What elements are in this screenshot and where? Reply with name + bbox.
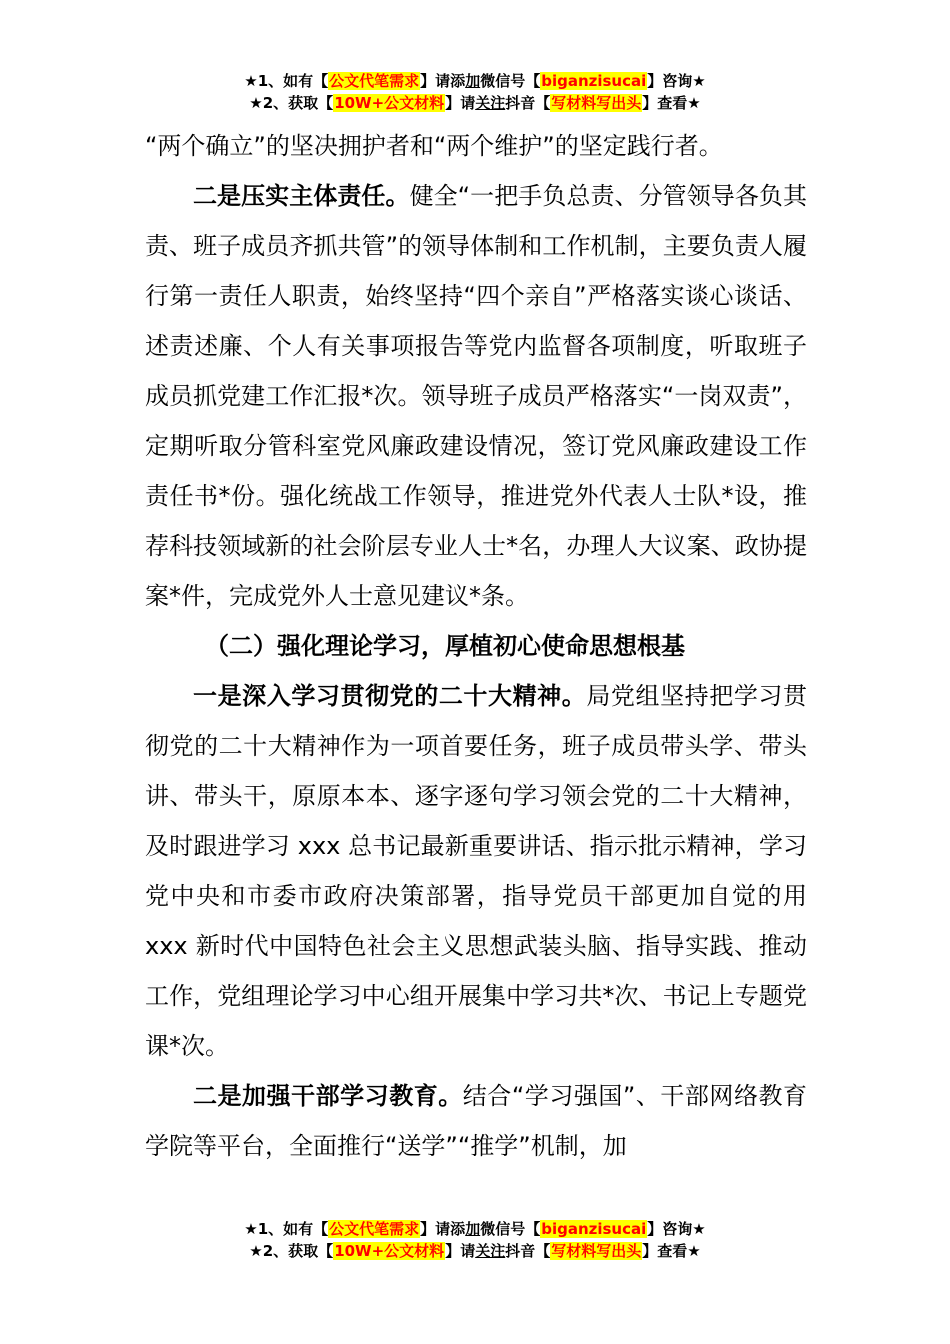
banner-line-2 [0, 1240, 950, 1262]
paragraph-text: 结合“学习强国”、干部网络教育学院等平台，全面推行“送学”“推学”机制，加 [145, 1082, 807, 1160]
banner-underlined: 关注 [475, 94, 506, 112]
paragraph-study-spirit [145, 671, 807, 1071]
banner-highlight: 公文代笔需求 [329, 72, 420, 90]
banner-text: 抖音【 [505, 1242, 551, 1260]
banner-line-1 [0, 70, 950, 92]
paragraph-lead: 二是加强干部学习教育。 [193, 1082, 463, 1110]
banner-highlight: 10W+公文材料 [334, 94, 445, 112]
paragraph-text: 健全“一把手负总责、分管领导各负其责、班子成员齐抓共管”的领导体制和工作机制，主要负责人履行第一责任人职责，始终坚持“四个亲自”严格落实谈心谈话、述责述廉、个人有关事项报告等党内监督各项制度，听取班子成员抓党建工作汇报*次。领导班子成员严格落实“一岗双责”，定期听取分管科室党风廉政建设情况，签订党风廉政建设工作责任书*份。强化统战工作领导，推进党外代表人士队*设，推荐科技领域新的社会阶层专业人士*名，办理人大议案、政协提案*件，完成党外人士意见建议*条。 [145, 182, 807, 610]
banner-text: ★2、获取【 [249, 1242, 334, 1260]
paragraph-continuation: “两个确立”的坚决拥护者和“两个维护”的坚定践行者。 [145, 132, 723, 160]
banner-highlight: 公文代笔需求 [329, 1220, 420, 1238]
footer-banner [0, 1218, 950, 1262]
banner-text: 】请 [445, 94, 476, 112]
paragraph-lead: 二是压实主体责任。 [193, 182, 410, 210]
banner-text: 】查看★ [642, 1242, 701, 1260]
banner-text: ★1、如有【 [244, 1220, 329, 1238]
banner-text: 微信号【 [480, 1220, 541, 1238]
banner-text: 】咨询★ [647, 1220, 706, 1238]
banner-text: 微信号【 [480, 72, 541, 90]
banner-underlined: 加 [465, 72, 481, 90]
paragraph-cadre-education [145, 1071, 807, 1171]
banner-highlight: biganzisucai [541, 72, 647, 90]
banner-underlined: 加 [465, 1220, 481, 1238]
document-body [145, 121, 807, 1171]
paragraph-lead: 一是深入学习贯彻党的二十大精神。 [193, 682, 587, 710]
banner-highlight: 写材料写出头 [551, 1242, 642, 1260]
banner-text: 抖音【 [505, 94, 551, 112]
section-heading: （二）强化理论学习，厚植初心使命思想根基 [205, 632, 685, 660]
banner-underlined: 关注 [475, 1242, 506, 1260]
banner-line-1 [0, 1218, 950, 1240]
banner-text: ★1、如有【 [244, 72, 329, 90]
paragraph-main-responsibility [145, 171, 807, 621]
banner-line-2 [0, 92, 950, 114]
banner-highlight: biganzisucai [541, 1220, 647, 1238]
banner-text: 】请添 [420, 1220, 466, 1238]
banner-highlight: 写材料写出头 [551, 94, 642, 112]
banner-text: ★2、获取【 [249, 94, 334, 112]
banner-highlight: 10W+公文材料 [334, 1242, 445, 1260]
paragraph-text: 局党组坚持把学习贯彻党的二十大精神作为一项首要任务，班子成员带头学、带头讲、带头干，原原本本、逐字逐句学习领会党的二十大精神，及时跟进学习 xxx 总书记最新重要讲话、指示批示精神，学习党中央和市委市政府决策部署，指导党员干部更加自觉的用 xxx 新时代中国特色社会主义思想武装头脑、指导实践、推动工作，党组理论学习中心组开展集中学习共*次、书记上专题党课*次。 [145, 682, 808, 1060]
banner-text: 】咨询★ [647, 72, 706, 90]
banner-text: 】查看★ [642, 94, 701, 112]
banner-text: 】请 [445, 1242, 476, 1260]
header-banner [0, 70, 950, 114]
banner-text: 】请添 [420, 72, 466, 90]
